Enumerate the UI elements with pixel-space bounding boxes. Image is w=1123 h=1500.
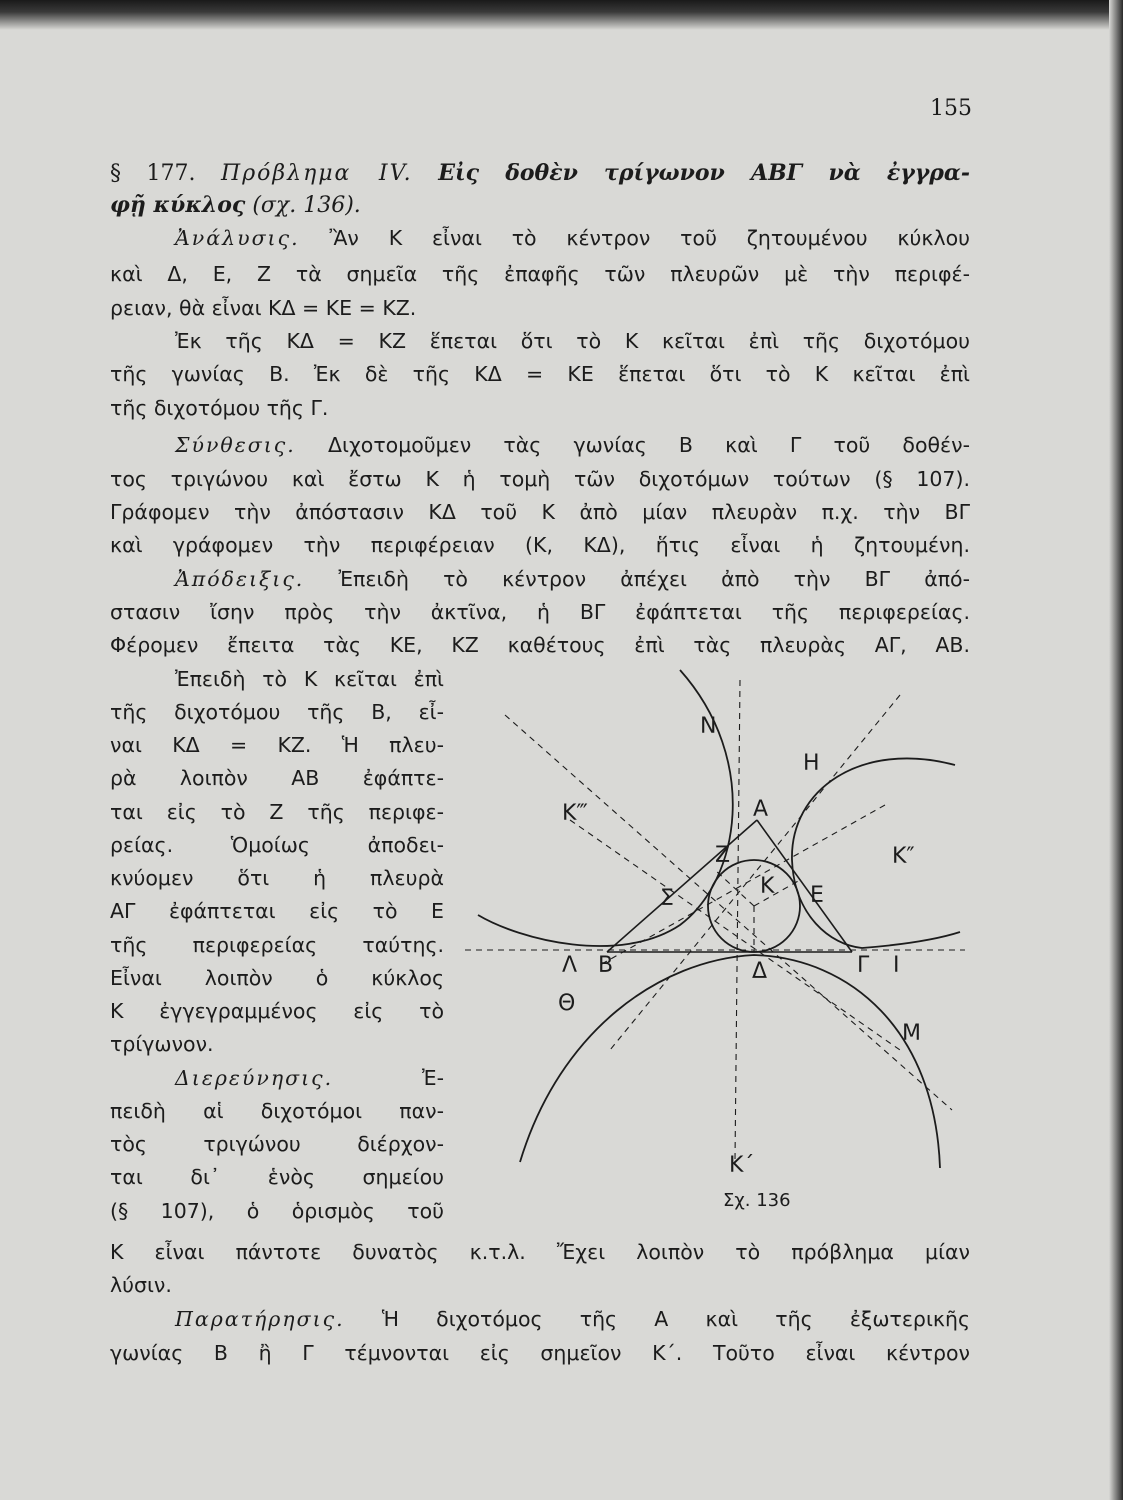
label-h: Η [803, 751, 820, 776]
text-line: τῆς διχοτόμου τῆς Β, εἶ- [110, 700, 444, 724]
scan-right-shadow [1109, 0, 1123, 1500]
page-number: 155 [930, 96, 972, 121]
excircle-arc-right [792, 758, 960, 948]
proof-label: Ἀπόδειξις. [175, 567, 305, 591]
problem-label: Πρόβλημα IV. [221, 161, 413, 186]
bisector-ext-c-line [600, 805, 885, 965]
text-line: τὸς τριγώνου διέρχον- [110, 1132, 444, 1156]
figure-reference: (σχ. 136). [252, 193, 361, 218]
section-heading-cont: φῇ κύκλος (σχ. 136). [110, 192, 361, 218]
text-line: (§ 107), ὁ ὁρισμὸς τοῦ [110, 1199, 444, 1223]
scan-top-shadow [0, 0, 1123, 30]
label-th: Θ [558, 991, 576, 1016]
text-line: τῆς γωνίας Β. Ἐκ δὲ τῆς ΚΔ = ΚΕ ἕπεται ὅτι τὸ Κ κεῖται ἐπὶ [110, 362, 970, 386]
perp-kz-line [715, 870, 754, 906]
label-k: Κ [760, 874, 775, 899]
text-line: τρίγωνον. [110, 1032, 214, 1056]
bisector-c-line [610, 695, 900, 1050]
label-i: Ι [893, 953, 900, 978]
text-line: ται δι᾽ ἑνὸς σημείου [110, 1165, 444, 1189]
text-line: γωνίας Β ἢ Γ τέμνονται εἰς σημεῖον Κ΄. Τοῦτο εἶναι κέντρον [110, 1341, 970, 1365]
side-ab [607, 820, 757, 952]
text-line: κνύομεν ὅτι ἡ πλευρὰ [110, 866, 444, 890]
label-z: Ζ [715, 843, 731, 868]
label-s: Σ [660, 886, 674, 911]
label-e: Ε [810, 883, 824, 908]
label-m: Μ [902, 1021, 921, 1046]
text-line: καὶ Δ, Ε, Ζ τὰ σημεῖα τῆς ἐπαφῆς τῶν πλευρῶν μὲ τὴν περιφέ- [110, 262, 970, 286]
label-k-triple-prime: Κ‴ [562, 801, 588, 826]
text-line: Ἐπειδὴ τὸ Κ κεῖται ἐπὶ [175, 667, 444, 691]
excircle-arc-bottom [520, 955, 940, 1168]
label-g: Γ [857, 953, 870, 978]
text-line: τῆς περιφερείας ταύτης. [110, 933, 444, 957]
text-line: ρειαν, θὰ εἶναι ΚΔ = ΚΕ = ΚΖ. [110, 296, 417, 320]
text-line: λύσιν. [110, 1273, 172, 1297]
remark-label: Παρατήρησις. [175, 1307, 345, 1331]
excircle-arc-left [478, 670, 733, 946]
text-line: ΑΓ ἐφάπτεται εἰς τὸ Ε [110, 899, 444, 923]
problem-title: Εἰς δοθὲν τρίγωνον ΑΒΓ νὰ ἐγγρα- [438, 160, 970, 186]
label-k-double-prime: Κ″ [892, 844, 915, 869]
label-k-prime: Κ΄ [729, 1153, 755, 1178]
text-line: καὶ γράφομεν τὴν περιφέρειαν (Κ, ΚΔ), ἥτις εἶναι ἡ ζητουμένη. [110, 533, 970, 557]
remark-paragraph: Παρατήρησις. Ἡ διχοτόμος τῆς Α καὶ τῆς ἐξωτερικῆς [175, 1307, 970, 1331]
section-number: § 177. [110, 161, 196, 186]
text-line: Κ ἐγγεγραμμένος εἰς τὸ [110, 999, 444, 1023]
text-line: Εἶναι λοιπὸν ὁ κύκλος [110, 966, 444, 990]
label-b: Β [598, 953, 614, 978]
figure-caption: Σχ. 136 [723, 1190, 791, 1211]
text-line: ρὰ λοιπὸν ΑΒ ἐφάπτε- [110, 766, 444, 790]
analysis-label: Ἀνάλυσις. [175, 226, 300, 250]
label-l: Λ [562, 953, 578, 978]
discussion-label: Διερεύνησις. [175, 1066, 334, 1090]
discussion-paragraph: Διερεύνησις. Ἐ- [175, 1066, 444, 1090]
label-d: Δ [752, 959, 768, 984]
text-line: Ἐκ τῆς ΚΔ = ΚΖ ἕπεται ὅτι τὸ Κ κεῖται ἐπὶ τῆς διχοτόμου [175, 329, 970, 353]
bisector-ext-b-line [505, 715, 952, 1110]
text-line: ται εἰς τὸ Ζ τῆς περιφε- [110, 800, 444, 824]
text-line: Φέρομεν ἔπειτα τὰς ΚΕ, ΚΖ καθέτους ἐπὶ τὰς πλευρὰς ΑΓ, ΑΒ. [110, 633, 970, 657]
text-line: πειδὴ αἱ διχοτόμοι παν- [110, 1099, 444, 1123]
synthesis-label: Σύνθεσις. [175, 433, 296, 457]
text-line: Κ εἶναι πάντοτε δυνατὸς κ.τ.λ. Ἔχει λοιπὸν τὸ πρόβλημα μίαν [110, 1240, 970, 1264]
label-a: Α [753, 797, 769, 822]
text-line: Γράφομεν τὴν ἀπόστασιν ΚΔ τοῦ Κ ἀπὸ μίαν πλευρὰν π.χ. τὴν ΒΓ [110, 500, 970, 524]
text-line: ρείας. Ὁμοίως ἀποδει- [110, 833, 444, 857]
label-n: Ν [700, 714, 717, 739]
text-line: στασιν ἴσην πρὸς τὴν ἀκτῖνα, ἡ ΒΓ ἐφάπτεται τῆς περιφερείας. [110, 600, 970, 624]
geometry-figure [450, 660, 970, 1220]
text-line: τῆς διχοτόμου τῆς Γ. [110, 396, 329, 420]
text-line: τος τριγώνου καὶ ἔστω Κ ἡ τομὴ τῶν διχοτόμων τούτων (§ 107). [110, 467, 970, 491]
analysis-paragraph: Ἀνάλυσις. Ἂν Κ εἶναι τὸ κέντρον τοῦ ζητουμένου κύκλου [175, 226, 970, 250]
text-line: ναι ΚΔ = ΚΖ. Ἡ πλευ- [110, 733, 444, 757]
bisector-b-line [570, 820, 900, 1050]
proof-paragraph: Ἀπόδειξις. Ἐπειδὴ τὸ κέντρον ἀπέχει ἀπὸ τὴν ΒΓ ἀπό- [175, 567, 970, 591]
synthesis-paragraph: Σύνθεσις. Διχοτομοῦμεν τὰς γωνίας Β καὶ Γ τοῦ δοθέν- [175, 433, 970, 457]
